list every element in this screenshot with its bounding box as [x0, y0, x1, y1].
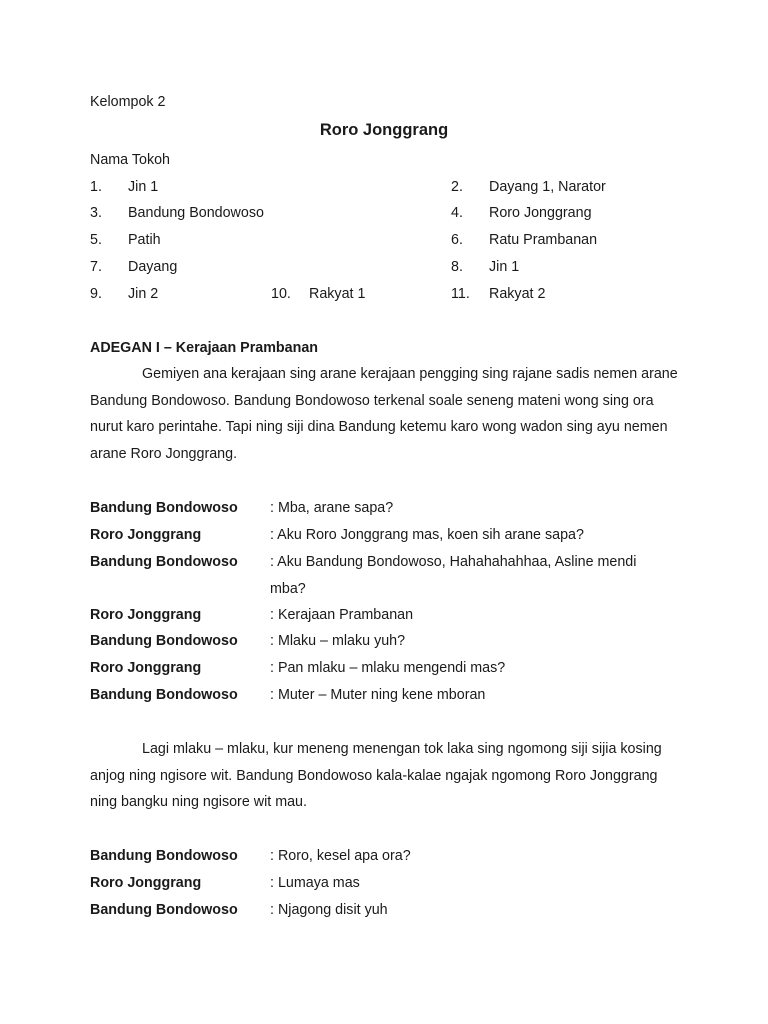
cast-name: Jin 1 — [128, 179, 159, 195]
cast-number: 9. — [90, 286, 102, 302]
group-label: Kelompok 2 — [90, 94, 166, 110]
cast-number: 3. — [90, 205, 102, 221]
cast-name: Rakyat 1 — [309, 286, 366, 302]
cast-name: Dayang — [128, 259, 178, 275]
dialogue-line: : Njagong disit yuh — [270, 902, 388, 918]
cast-name: Jin 1 — [489, 259, 520, 275]
cast-name: Patih — [128, 232, 161, 248]
cast-number: 11. — [451, 286, 470, 302]
dialogue-line: : Pan mlaku – mlaku mengendi mas? — [270, 660, 506, 676]
dialogue-line-continuation: mba? — [270, 581, 306, 597]
narration-paragraph: Lagi mlaku – mlaku, kur meneng menengan tok laka sing ngomong siji sijia kosing anjog ning ngisore wit. Bandung Bondowoso kala-kalae ngajak ngomong Roro Jonggrang ning bangku ning ngisore wit mau. — [90, 741, 662, 811]
cast-number: 6. — [451, 232, 463, 248]
cast-number: 1. — [90, 179, 102, 195]
speaker-name: Roro Jonggrang — [90, 875, 202, 891]
scene-heading: ADEGAN I – Kerajaan Prambanan — [90, 340, 319, 356]
speaker-name: Roro Jonggrang — [90, 527, 202, 543]
cast-number: 8. — [451, 259, 463, 275]
cast-name: Bandung Bondowoso — [128, 205, 264, 221]
cast-heading: Nama Tokoh — [90, 152, 171, 168]
dialogue-line: : Kerajaan Prambanan — [270, 607, 414, 623]
cast-number: 7. — [90, 259, 102, 275]
cast-name: Dayang 1, Narator — [489, 179, 606, 195]
dialogue-line: : Mlaku – mlaku yuh? — [270, 633, 406, 649]
speaker-name: Bandung Bondowoso — [90, 633, 238, 649]
dialogue-line: : Aku Roro Jonggrang mas, koen sih arane sapa? — [270, 527, 584, 543]
cast-name: Rakyat 2 — [489, 286, 546, 302]
dialogue-line: : Muter – Muter ning kene mboran — [270, 687, 486, 703]
cast-number: 10. — [271, 286, 291, 302]
speaker-name: Roro Jonggrang — [90, 607, 202, 623]
cast-name: Roro Jonggrang — [489, 205, 592, 221]
narration-paragraph: Gemiyen ana kerajaan sing arane kerajaan pengging sing rajane sadis nemen arane Bandung Bondowoso. Bandung Bondowoso terkenal soale seneng mateni wong sing ora nurut karo perintahe. Tapi ning siji dina Bandung ketemu karo wong wadon sing ayu nemen arane Roro Jonggrang. — [90, 366, 678, 463]
speaker-name: Roro Jonggrang — [90, 660, 202, 676]
cast-name: Jin 2 — [128, 286, 159, 302]
page-title: Roro Jonggrang — [319, 121, 449, 139]
dialogue-line: : Lumaya mas — [270, 875, 360, 891]
speaker-name: Bandung Bondowoso — [90, 687, 238, 703]
speaker-name: Bandung Bondowoso — [90, 554, 238, 570]
speaker-name: Bandung Bondowoso — [90, 848, 238, 864]
speaker-name: Bandung Bondowoso — [90, 500, 238, 516]
dialogue-line: : Roro, kesel apa ora? — [270, 848, 411, 864]
cast-number: 4. — [451, 205, 463, 221]
dialogue-line: : Aku Bandung Bondowoso, Hahahahahhaa, Asline mendi — [270, 554, 637, 570]
cast-name: Ratu Prambanan — [489, 232, 598, 248]
dialogue-line: : Mba, arane sapa? — [270, 500, 394, 516]
speaker-name: Bandung Bondowoso — [90, 902, 238, 918]
cast-number: 5. — [90, 232, 102, 248]
cast-number: 2. — [451, 179, 463, 195]
